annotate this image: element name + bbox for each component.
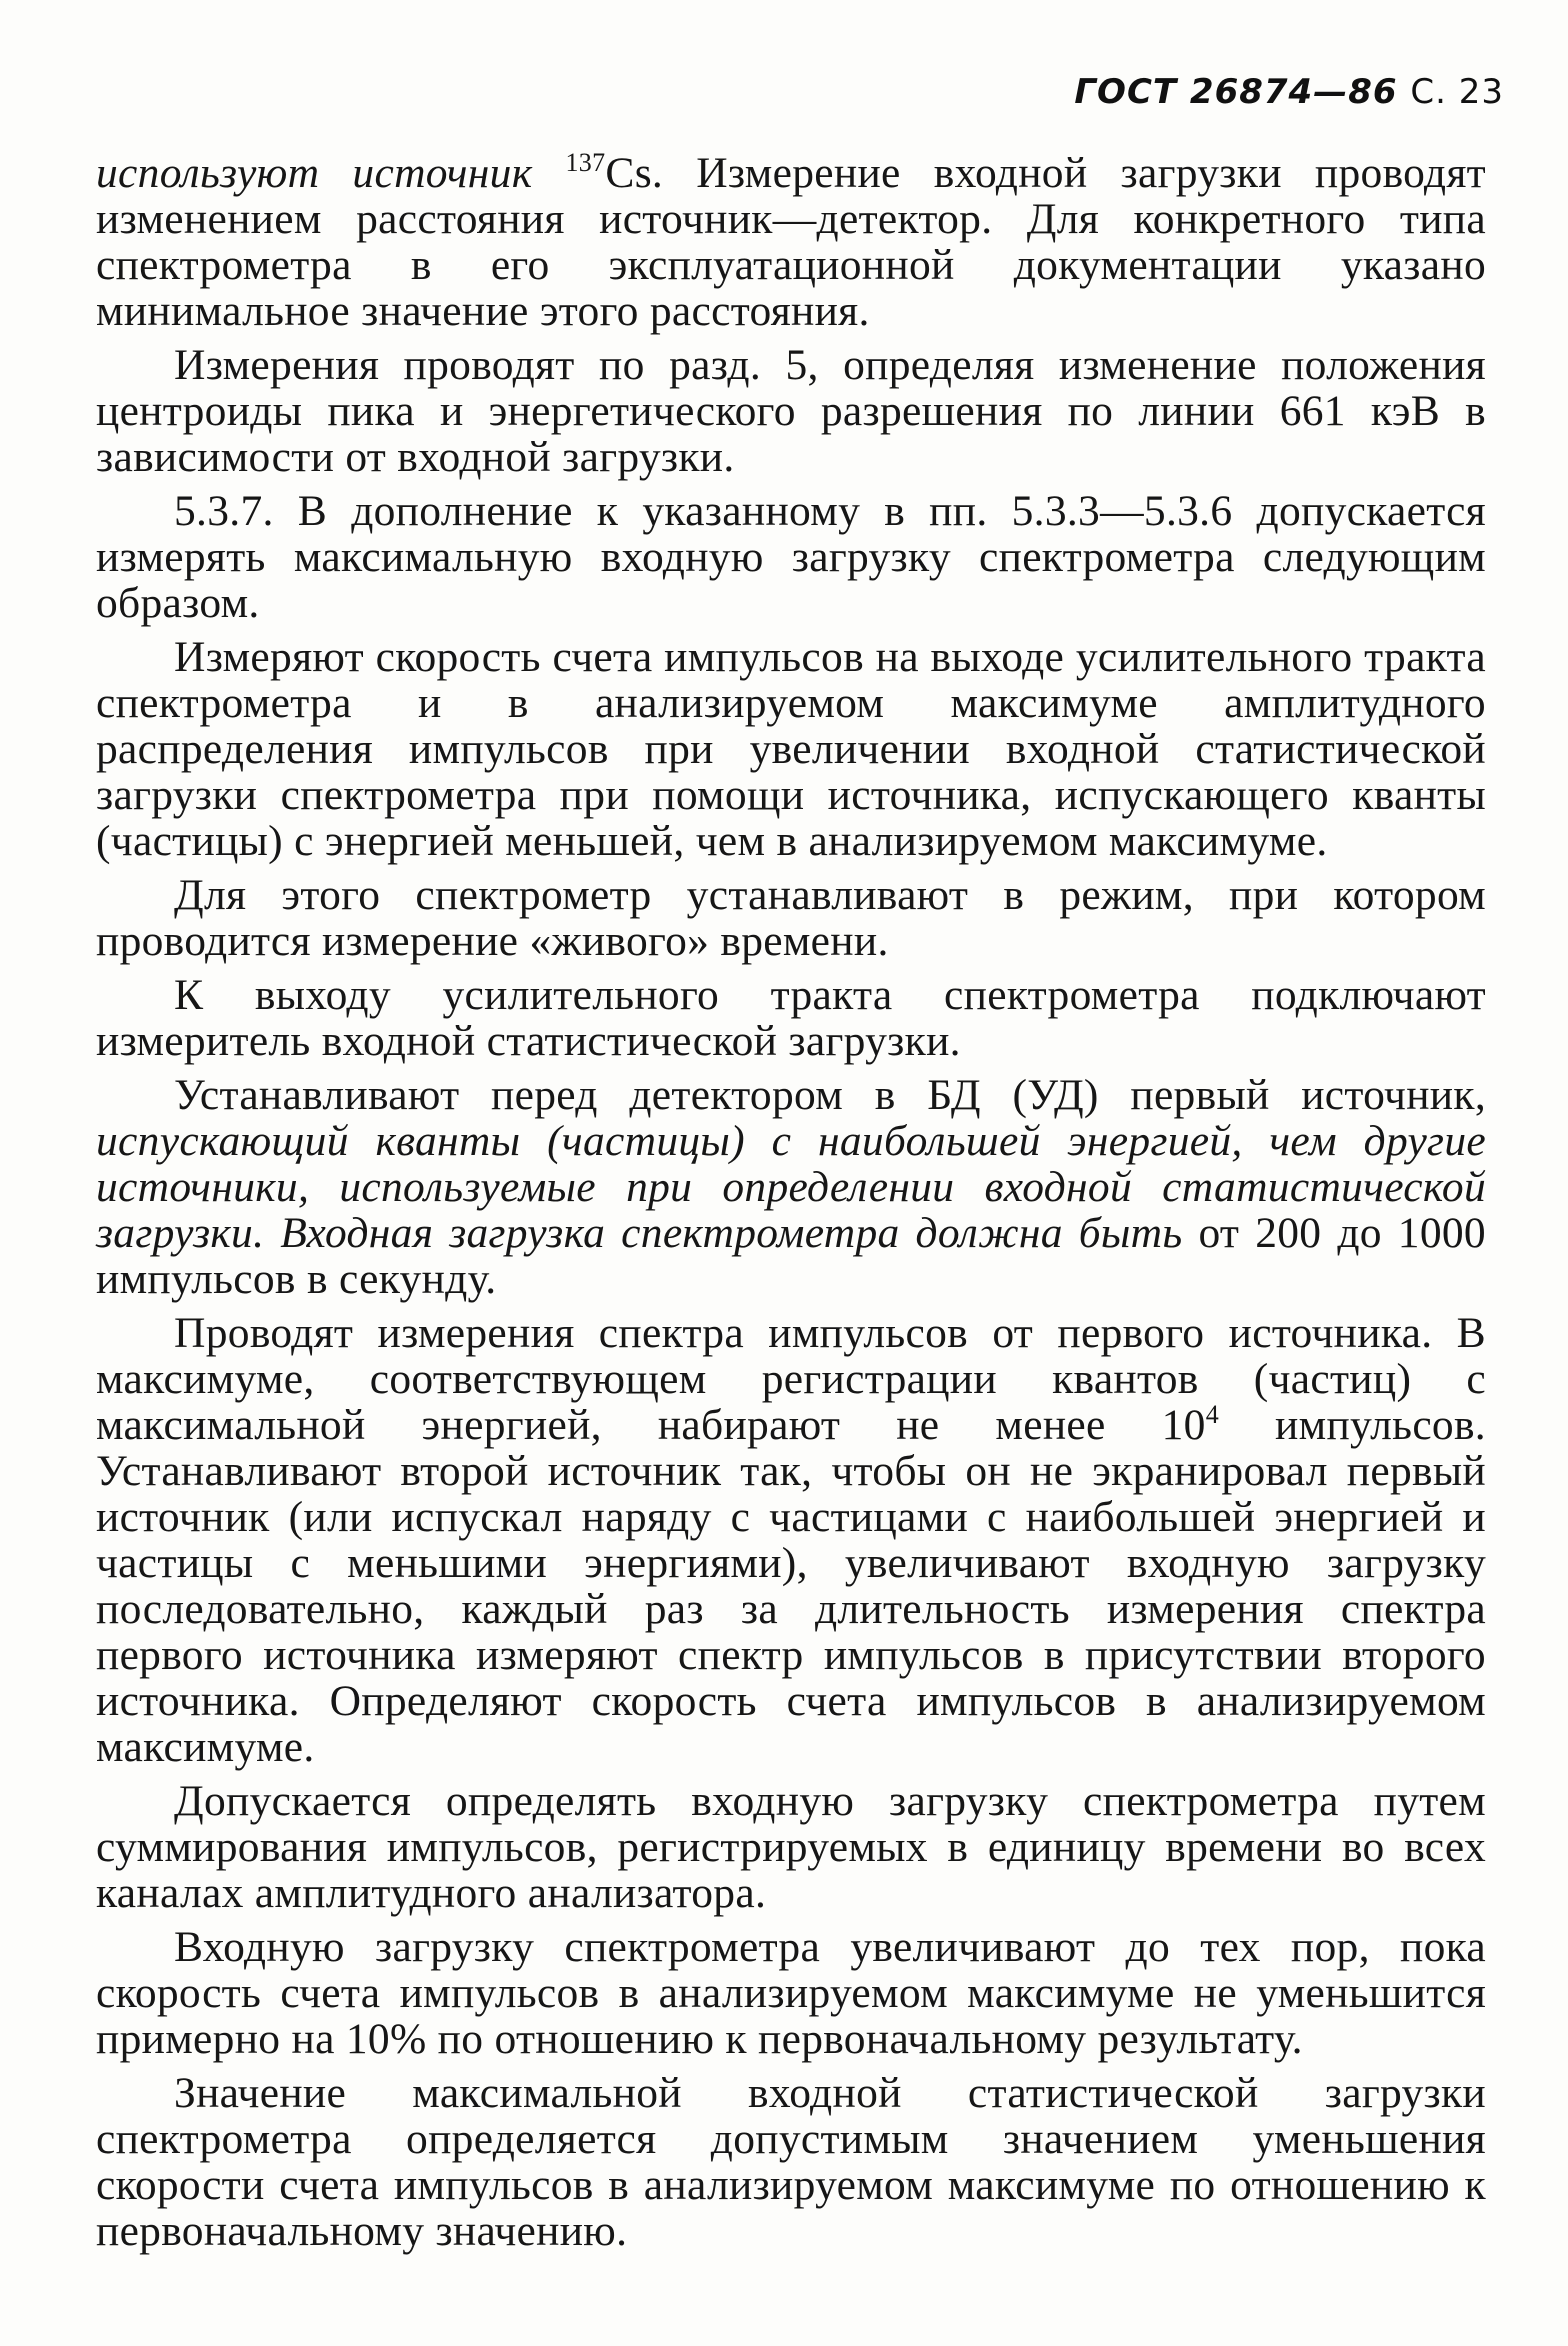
isotope-mass-number: 137 [565, 148, 606, 177]
paragraph-2: Измерения проводят по разд. 5, определяя изменение положения центроиды пика и энергетического разрешения по линии 661 кэВ в зависимости от входной загрузки. [96, 341, 1486, 481]
paragraph-8 [96, 1310, 1486, 1770]
page-number: С. 23 [1410, 72, 1504, 112]
paragraph-1-lead: используют источник [96, 149, 566, 197]
paragraph-6: К выходу усилительного тракта спектрометра подключают измеритель входной статистической загрузки. [96, 971, 1486, 1065]
paragraph-3 [96, 488, 1486, 626]
paragraph-9: Допускается определять входную загрузку спектрометра путем суммирования импульсов, регистрируемых в единицу времени во всех каналах амплитудного анализатора. [96, 1777, 1486, 1917]
paragraph-8-lead: Проводят измерения спектра импульсов от первого источника. В максимуме, соответствующем регистрации квантов (частиц) с максимальной энергией, набирают не менее 10 [96, 1309, 1486, 1449]
paragraph-10: Входную загрузку спектрометра увеличивают до тех пор, пока скорость счета импульсов в анализируемом максимуме не уменьшится примерно на 10% по отношению к первоначальному результату. [96, 1923, 1486, 2063]
exponent: 4 [1205, 1400, 1220, 1429]
paragraph-11: Значение максимальной входной статистической загрузки спектрометра определяется допустимым значением уменьшения скорости счета импульсов в анализируемом максимуме по отношению к первоначальному значению. [96, 2069, 1486, 2255]
paragraph-1-text: Cs. Измерение входной загрузки проводят изменением расстояния источник—детектор. Для конкретного типа спектрометра в его эксплуатационной документации указано минимальное значение этого расстояния. [96, 149, 1486, 335]
paragraph-7-italic: испускающий кванты (частицы) с наибольшей энергией, чем другие источники, используемые при определении входной статистической загрузки. Входная загрузка спектрометра должна быть [96, 1117, 1486, 1257]
page-header [1074, 72, 1504, 112]
paragraph-3-text: В дополнение к указанному в пп. 5.3.3—5.3.6 допускается измерять максимальную входную загрузку спектрометра следующим образом. [96, 487, 1486, 627]
paragraph-5: Для этого спектрометр устанавливают в режим, при котором проводится измерение «живого» времени. [96, 871, 1486, 965]
paragraph-8-text: импульсов. Устанавливают второй источник так, чтобы он не экранировал первый источник (или испускал наряду с частицами с наибольшей энергией и частицы с меньшими энергиями), увеличивают входную загрузку последовательно, каждый раз за длительность измерения спектра первого источника измеряют спектр импульсов в присутствии второго источника. Определяют скорость счета импульсов в анализируемом максимуме. [96, 1401, 1486, 1771]
paragraph-7-tail: от 200 до 1000 импульсов в секунду. [96, 1209, 1486, 1303]
body-text [96, 150, 1486, 2262]
paragraph-4: Измеряют скорость счета импульсов на выходе усилительного тракта спектрометра и в анализируемом максимуме амплитудного распределения импульсов при увеличении входной статистической загрузки спектрометра при помощи источника, испускающего кванты (частицы) с энергией меньшей, чем в анализируемом максимуме. [96, 633, 1486, 865]
standard-number: ГОСТ 26874—86 [1074, 72, 1398, 112]
paragraph-1 [96, 150, 1486, 334]
clause-number: 5.3.7. [174, 487, 298, 535]
paragraph-7-lead: Устанавливают перед детектором в БД (УД) первый источник, [174, 1071, 1486, 1119]
paragraph-7 [96, 1072, 1486, 1302]
